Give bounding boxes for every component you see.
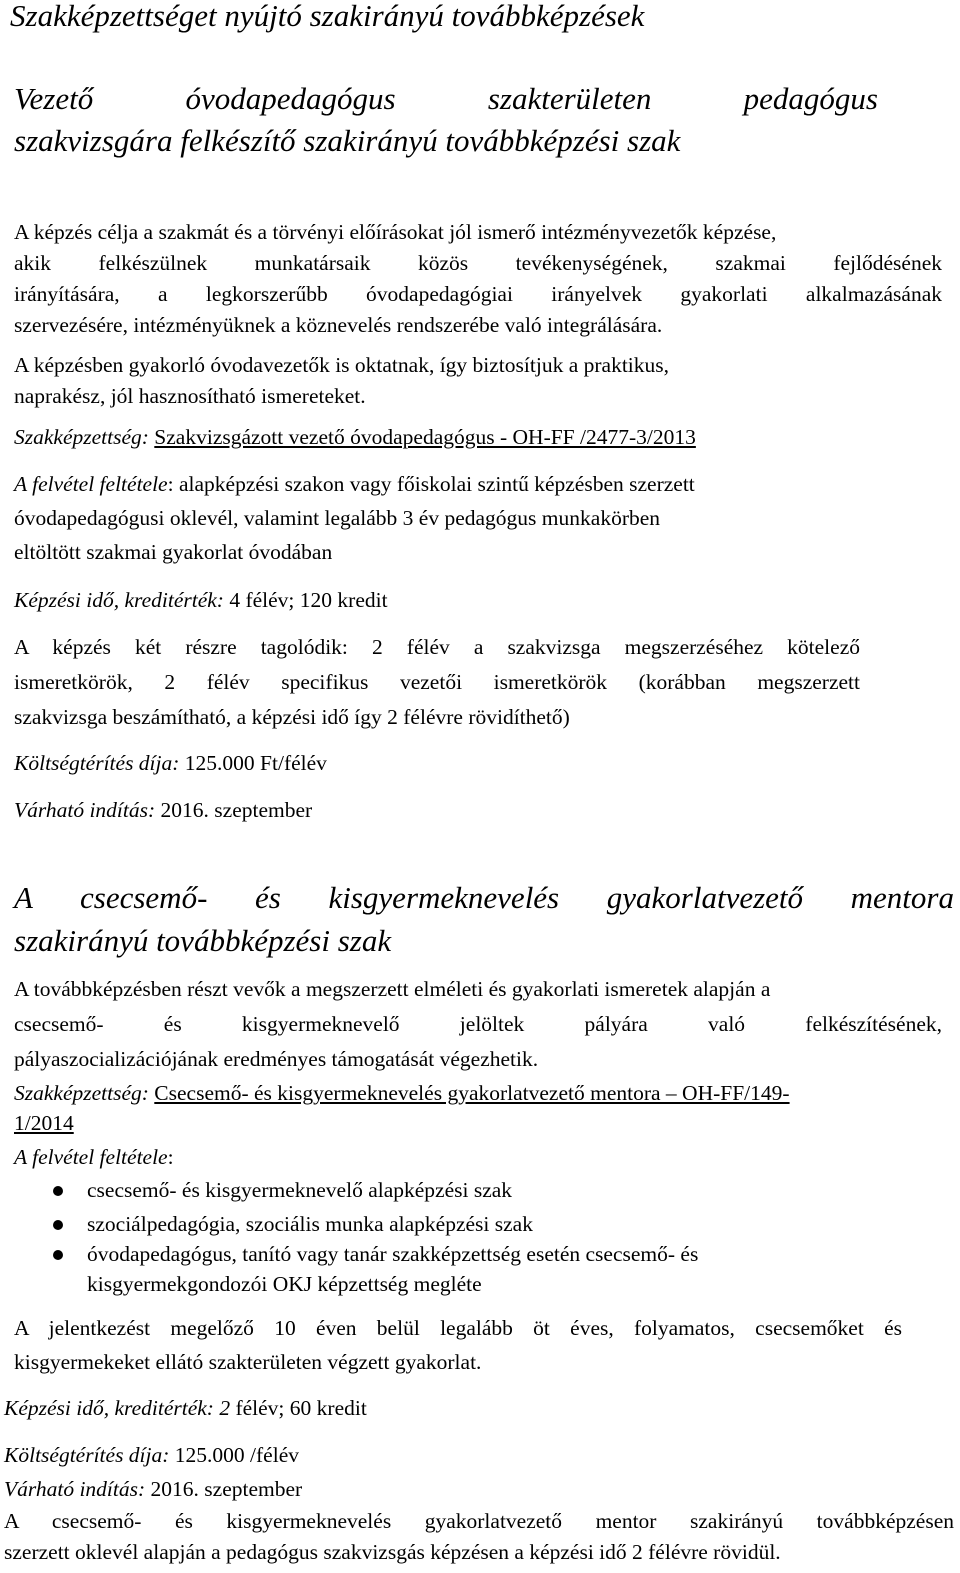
bullet-icon — [53, 1250, 63, 1260]
qualification-value: Szakvizsgázott vezető óvodapedagógus - OH-FF /2477-3/2013 — [154, 425, 696, 449]
goal-line: akik felkészülnek munkatársaik közös tevékenységének, szakmai fejlődésének — [14, 251, 942, 275]
qualification-value-cont: 1/2014 — [14, 1111, 74, 1135]
admission-bullet-item: csecsemő- és kisgyermeknevelő alapképzési szak — [87, 1178, 513, 1202]
mentor-title-line2: szakirányú továbbképzési szak — [14, 923, 392, 958]
duration-value: félév; 60 kredit — [235, 1396, 367, 1420]
closing-line: A csecsemő- és kisgyermeknevelés gyakorlatvezető mentor szakirányú továbbképzésen — [4, 1509, 954, 1533]
intro-line: A továbbképzésben részt vevők a megszerzett elméleti és gyakorlati ismeretek alapján a — [14, 977, 771, 1001]
structure-line: A képzés két részre tagolódik: 2 félév a szakvizsga megszerzéséhez kötelező — [14, 635, 860, 659]
duration-row — [4, 1396, 367, 1421]
title-word: szakterületen — [487, 81, 652, 116]
start-value: 2016. szeptember — [160, 798, 313, 822]
duration-value: 4 félév; 120 kredit — [229, 588, 388, 612]
admission-row — [14, 1145, 174, 1170]
start-row — [4, 1477, 302, 1502]
fee-label: Költségtérítés díja: — [4, 1443, 170, 1467]
bullet-icon — [53, 1220, 63, 1230]
structure-line: ismeretkörök, 2 félév specifikus vezetői ismeretkörök (korábban megszerzett — [14, 670, 860, 694]
teachers-line: A képzésben gyakorló óvodavezetők is oktatnak, így biztosítjuk a praktikus, — [14, 353, 670, 377]
mentor-title-line1: A csecsemő- és kisgyermeknevelés gyakorlatvezető mentora — [14, 880, 954, 915]
practice-line: A jelentkezést megelőző 10 éven belül legalább öt éves, folyamatos, csecsemőket és — [14, 1316, 902, 1340]
title-word: pedagógus — [743, 81, 878, 116]
admission-label: A felvétel feltétele — [14, 1145, 168, 1169]
program-title-line2: szakvizsgára felkészítő szakirányú továbbképzési szak — [14, 123, 681, 158]
start-label: Várható indítás: — [14, 798, 156, 822]
admission-line: óvodapedagógusi oklevél, valamint legalább 3 év pedagógus munkakörben — [14, 506, 661, 530]
qualification-row — [14, 1081, 790, 1106]
intro-line: csecsemő- és kisgyermeknevelő jelöltek pályára való felkészítésének, — [14, 1012, 942, 1036]
admission-bullet-item: óvodapedagógus, tanító vagy tanár szakképzettség esetén csecsemő- és — [87, 1242, 699, 1266]
duration-label: Képzési idő, kreditérték: 2 — [4, 1396, 231, 1420]
goal-line: szervezésére, intézményüknek a köznevelés rendszerébe való integrálására. — [14, 313, 663, 337]
admission-line: eltöltött szakmai gyakorlat óvodában — [14, 540, 333, 564]
fee-row — [14, 751, 327, 776]
qualification-label: Szakképzettség: — [14, 425, 149, 449]
fee-label: Költségtérítés díja: — [14, 751, 180, 775]
goal-line: irányítására, a legkorszerűbb óvodapedagógiai irányelvek gyakorlati alkalmazásának — [14, 282, 942, 306]
practice-line: kisgyermekeket ellátó szakterületen végzett gyakorlat. — [14, 1350, 482, 1374]
qualification-row — [14, 425, 696, 450]
fee-row — [4, 1443, 299, 1468]
qualification-label: Szakképzettség: — [14, 1081, 149, 1105]
fee-value: 125.000 Ft/félév — [184, 751, 327, 775]
intro-line: pályaszocializációjának eredményes támogatását végezhetik. — [14, 1047, 539, 1071]
start-row — [14, 798, 312, 823]
structure-line: szakvizsga beszámítható, a képzési idő így 2 félévre rövidíthető) — [14, 705, 570, 729]
program-title-line1 — [14, 80, 878, 118]
title-word: Vezető — [14, 81, 94, 116]
title-word: óvodapedagógus — [185, 81, 396, 116]
teachers-line: naprakész, jól hasznosítható ismereteket. — [14, 384, 366, 408]
page-heading: Szakképzettséget nyújtó szakirányú továbbképzések — [10, 0, 645, 33]
qualification-value: Csecsemő- és kisgyermeknevelés gyakorlatvezető mentora – OH-FF/149- — [154, 1081, 790, 1105]
admission-colon: : — [167, 472, 174, 496]
admission-bullet-item: szociálpedagógia, szociális munka alapképzési szak — [87, 1212, 533, 1236]
fee-value: 125.000 /félév — [174, 1443, 299, 1467]
bullet-icon — [53, 1186, 63, 1196]
duration-label: Képzési idő, kreditérték: — [14, 588, 224, 612]
start-value: 2016. szeptember — [150, 1477, 303, 1501]
admission-label: A felvétel feltétele — [14, 472, 168, 496]
admission-bullet-item-cont: kisgyermekgondozói OKJ képzettség megléte — [87, 1272, 482, 1296]
closing-line: szerzett oklevél alapján a pedagógus szakvizsgás képzésen a képzési idő 2 félévre rövidül. — [4, 1540, 781, 1564]
admission-text: alapképzési szakon vagy főiskolai szintű képzésben szerzett — [178, 472, 695, 496]
start-label: Várható indítás: — [4, 1477, 146, 1501]
duration-row — [14, 588, 388, 613]
admission-row — [14, 472, 695, 497]
admission-colon: : — [167, 1145, 174, 1169]
goal-line: A képzés célja a szakmát és a törvényi előírásokat jól ismerő intézményvezetők képzése, — [14, 220, 777, 244]
